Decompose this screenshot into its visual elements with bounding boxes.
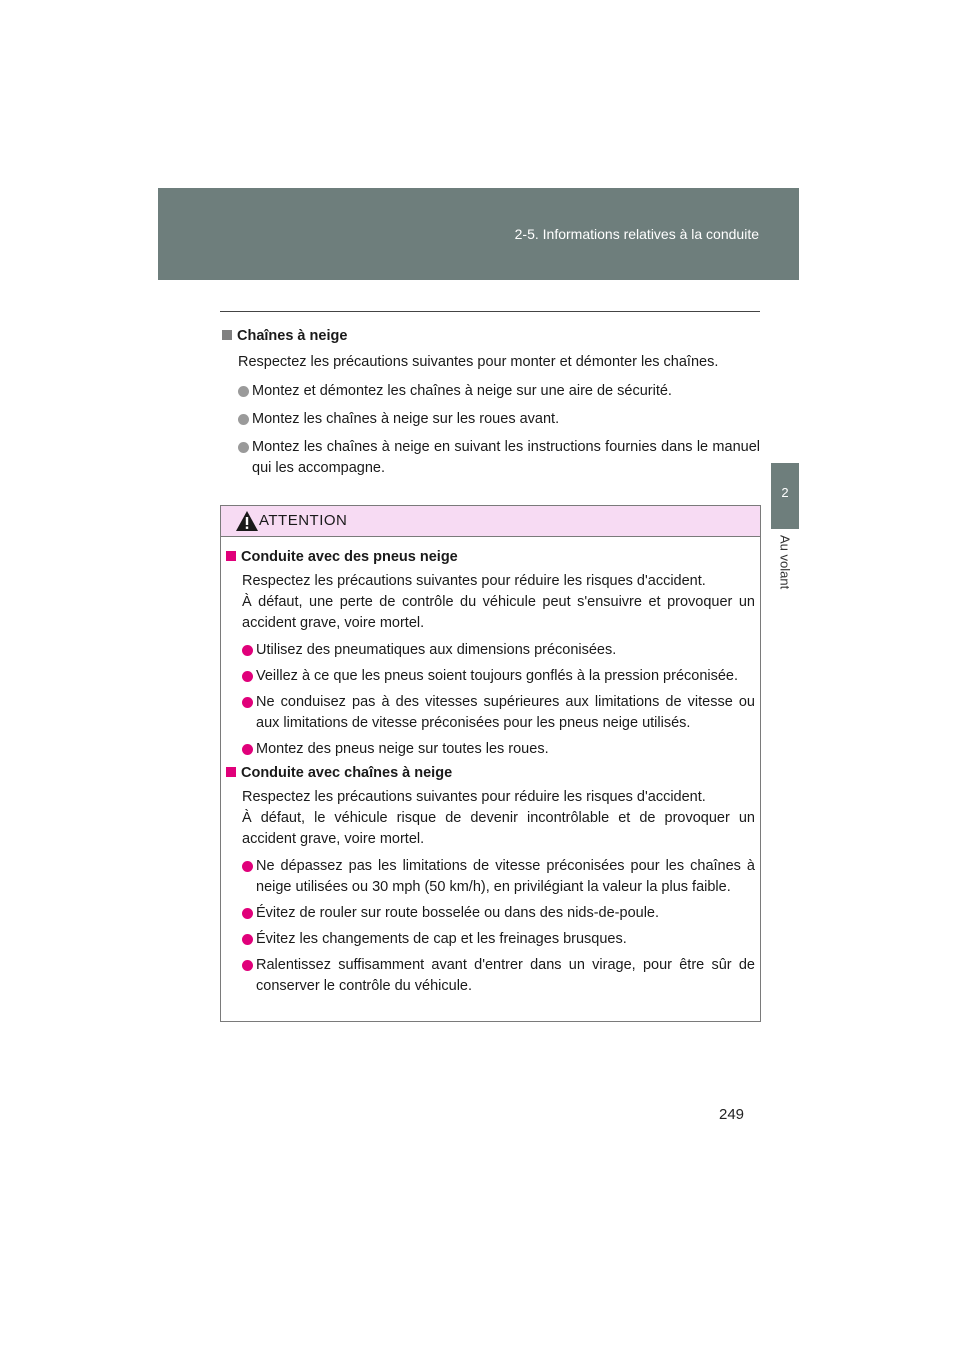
- header-band: [158, 188, 799, 280]
- square-bullet-icon: [226, 767, 236, 777]
- list-item-text: Ne dépassez pas les limitations de vitesse préconisées pour les chaînes à neige utilisées ou 30 mph (50 km/h), en privilégiant la valeur la plus faible.: [256, 858, 755, 895]
- heading-text: Conduite avec des pneus neige: [241, 549, 458, 565]
- attention-title: ATTENTION: [259, 512, 348, 529]
- list-item-text: Ne conduisez pas à des vitesses supérieures aux limitations de vitesse ou aux limitations de vitesse préconisées pour les pneus neige utilisés.: [256, 694, 755, 731]
- paragraph-line: À défaut, une perte de contrôle du véhicule peut s'ensuivre et provoquer un accident grave, voire mortel.: [242, 594, 755, 631]
- list-item: [222, 409, 760, 430]
- list-item: [226, 739, 755, 760]
- circle-bullet-icon: [238, 386, 249, 397]
- list-item-text: Montez et démontez les chaînes à neige sur une aire de sécurité.: [252, 383, 672, 399]
- paragraph-line: À défaut, le véhicule risque de devenir incontrôlable et de provoquer un accident grave, voire mortel.: [242, 810, 755, 847]
- list-item-text: Veillez à ce que les pneus soient toujours gonflés à la pression préconisée.: [256, 668, 739, 684]
- list-item-text: Utilisez des pneumatiques aux dimensions préconisées.: [256, 642, 617, 658]
- attention-body: [221, 537, 760, 997]
- paragraph-line: Respectez les précautions suivantes pour réduire les risques d'accident.: [242, 573, 706, 589]
- section-title: 2-5. Informations relatives à la conduite: [514, 226, 759, 242]
- paragraph: [242, 571, 755, 634]
- list-item: [226, 666, 755, 687]
- circle-bullet-icon: [242, 744, 253, 755]
- list-item-text: Ralentissez suffisamment avant d'entrer dans un virage, pour être sûr de conserver le contrôle du véhicule.: [256, 957, 755, 994]
- paragraph-line: Respectez les précautions suivantes pour réduire les risques d'accident.: [242, 789, 706, 805]
- warning-triangle-icon: [235, 510, 259, 532]
- circle-bullet-icon: [242, 697, 253, 708]
- list-item: [222, 437, 760, 479]
- list-item: [226, 692, 755, 734]
- circle-bullet-icon: [242, 908, 253, 919]
- circle-bullet-icon: [238, 442, 249, 453]
- heading-text: Conduite avec chaînes à neige: [241, 765, 453, 781]
- circle-bullet-icon: [242, 934, 253, 945]
- snow-chains-intro: Respectez les précautions suivantes pour monter et démonter les chaînes.: [238, 354, 719, 370]
- attention-header: [221, 506, 760, 537]
- page-number: 249: [719, 1106, 745, 1123]
- heading-text: Chaînes à neige: [237, 328, 348, 344]
- circle-bullet-icon: [242, 671, 253, 682]
- list-item-text: Évitez les changements de cap et les freinages brusques.: [256, 931, 627, 947]
- chapter-number: 2: [781, 485, 789, 500]
- chapter-label: Au volant: [777, 535, 793, 590]
- snow-chains-section: [222, 328, 760, 486]
- snow-chains-driving-heading: [226, 765, 755, 781]
- circle-bullet-icon: [242, 861, 253, 872]
- circle-bullet-icon: [242, 960, 253, 971]
- paragraph: [242, 787, 755, 850]
- top-divider: [220, 311, 760, 312]
- list-item: [226, 955, 755, 997]
- chapter-tab: [771, 463, 799, 529]
- square-bullet-icon: [226, 551, 236, 561]
- circle-bullet-icon: [242, 645, 253, 656]
- chapter-label-container: [771, 535, 799, 605]
- list-item: [226, 640, 755, 661]
- list-item-text: Montez les chaînes à neige sur les roues avant.: [252, 411, 560, 427]
- list-item-text: Montez les chaînes à neige en suivant les instructions fournies dans le manuel qui les accompagne.: [252, 439, 760, 476]
- square-bullet-icon: [222, 330, 232, 340]
- list-item-text: Montez des pneus neige sur toutes les roues.: [256, 741, 549, 757]
- snow-chains-heading: [222, 328, 760, 344]
- list-item-text: Évitez de rouler sur route bosselée ou dans des nids-de-poule.: [256, 905, 660, 921]
- attention-box: [220, 505, 761, 1022]
- circle-bullet-icon: [238, 414, 249, 425]
- list-item: [226, 856, 755, 898]
- snow-tires-heading: [226, 549, 755, 565]
- list-item: [226, 903, 755, 924]
- list-item: [222, 381, 760, 402]
- list-item: [226, 929, 755, 950]
